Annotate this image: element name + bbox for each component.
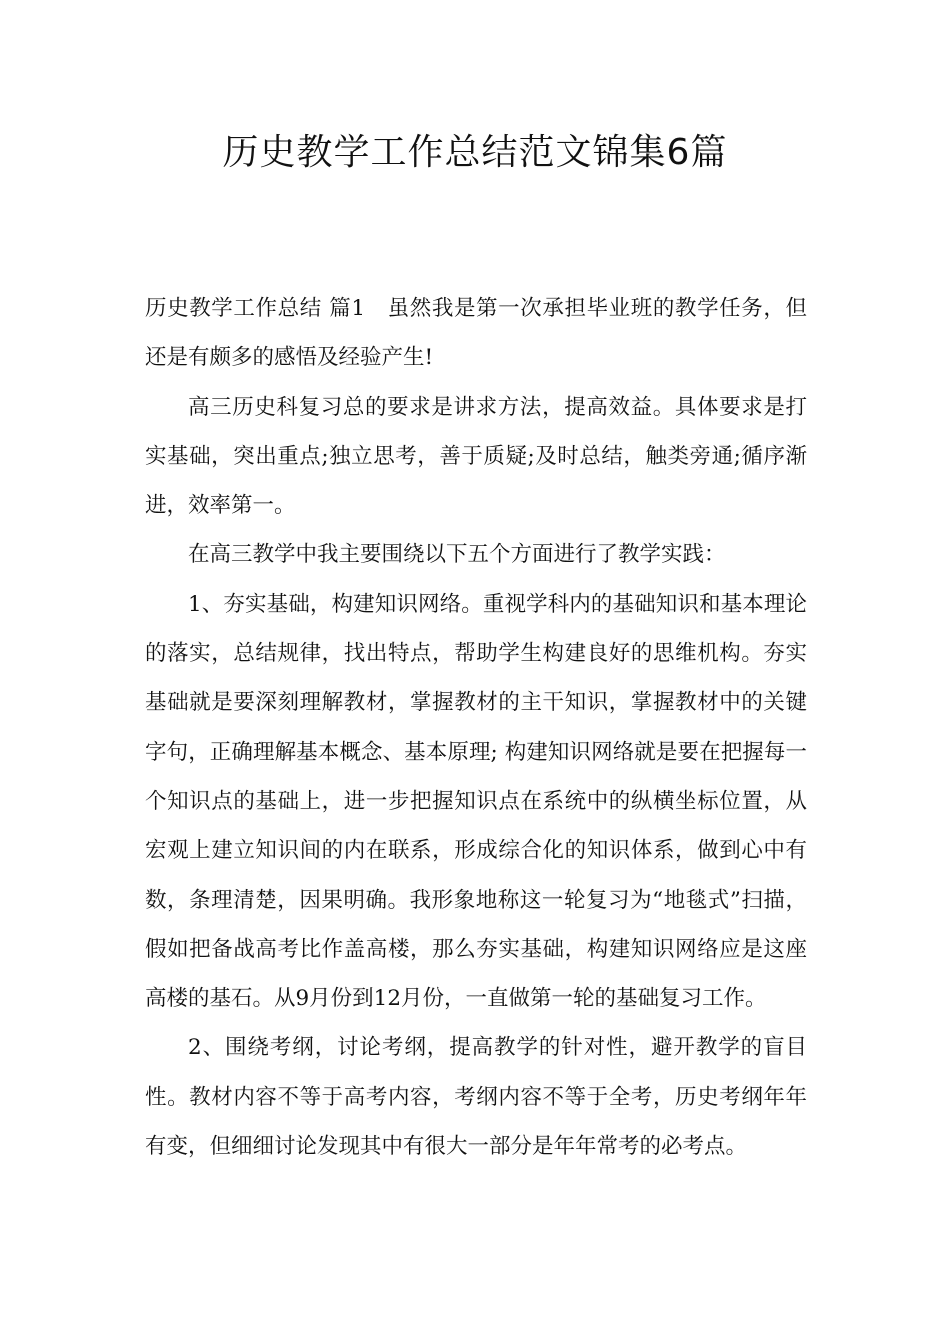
document-body [145,284,807,1171]
body-paragraph: 在高三教学中我主要围绕以下五个方面进行了教学实践： [188,542,726,568]
body-paragraph: 1、夯实基础，构建知识网络。重视学科内的基础知识和基本理论的落实，总结规律，找出特点，帮助学生构建良好的思维机构。夯实基础就是要深刻理解教材，掌握教材的主干知识，掌握教材中的关键字句，正确理解基本概念、基本原理; 构建知识网络就是要在把握每一个知识点的基础上，进一步把握知识点在系统中的纵横坐标位置，从宏观上建立知识间的内在联系，形成综合化的知识体系，做到心中有数，条理清楚，因果明确。我形象地称这一轮复习为“地毯式”扫描，假如把备战高考比作盖高楼，那么夯实基础，构建知识网络应是这座高楼的基石。从9月份到12月份，一直做第一轮的基础复习工作。 [145,591,807,1012]
intro-text: 虽然我是第一次承担毕业班的教学任务，但还是有颇多的感悟及经验产生! [145,296,807,371]
intro-paragraph [145,284,807,383]
body-paragraph: 2、围绕考纲，讨论考纲，提高教学的针对性，避开教学的盲目性。教材内容不等于高考内容，考纲内容不等于全考，历史考纲年年有变，但细细讨论发现其中有很大一部分是年年常考的必考点。 [145,1035,807,1160]
body-paragraph: 高三历史科复习总的要求是讲求方法，提高效益。具体要求是打实基础，突出重点;独立思考，善于质疑;及时总结，触类旁通;循序渐进，效率第一。 [145,394,807,519]
document-title: 历史教学工作总结范文锦集6篇 [222,132,728,173]
section-heading: 历史教学工作总结 篇1 [145,296,366,321]
